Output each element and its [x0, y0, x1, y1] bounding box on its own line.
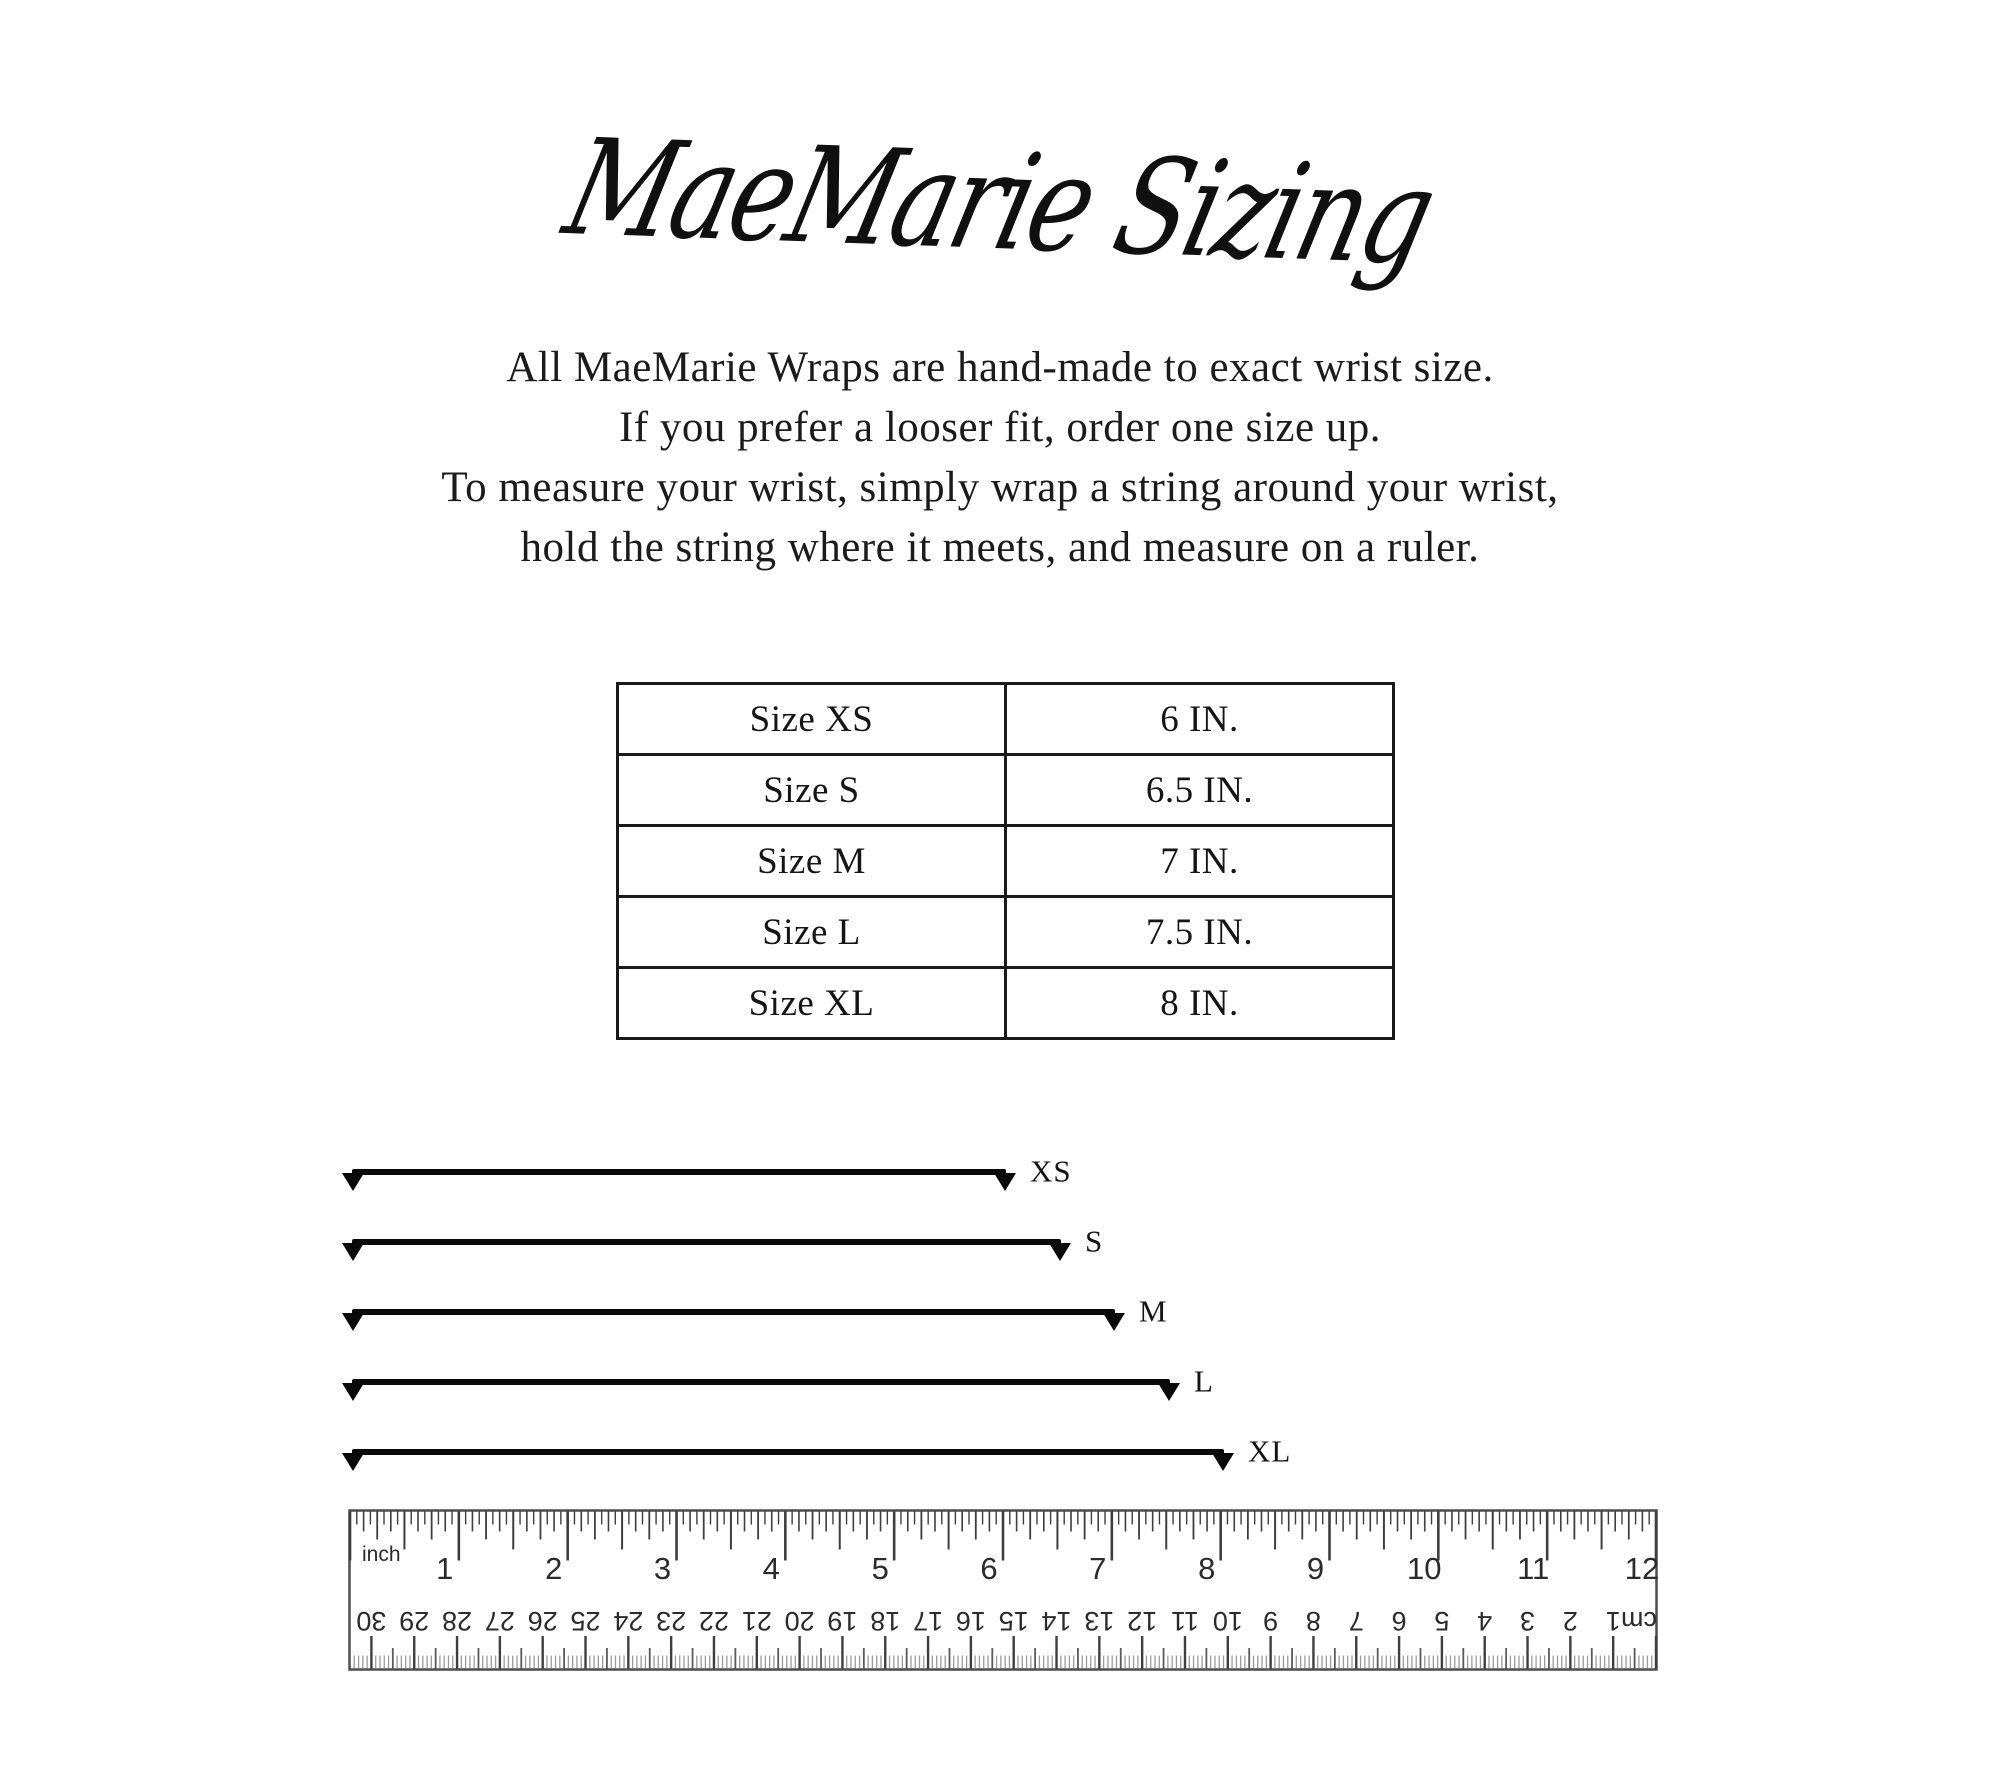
svg-text:16: 16	[955, 1606, 986, 1636]
table-row	[619, 966, 1392, 1037]
table-row	[619, 685, 1392, 753]
ruler-svg	[348, 1509, 1658, 1671]
inch-unit-label: inch	[362, 1543, 401, 1566]
svg-text:12: 12	[1127, 1606, 1158, 1636]
down-arrowhead-left-icon	[342, 1173, 364, 1191]
svg-text:18: 18	[870, 1606, 901, 1636]
size-arrow-m	[352, 1293, 1168, 1329]
svg-text:3: 3	[653, 1551, 672, 1586]
svg-text:3: 3	[1519, 1606, 1536, 1636]
down-arrowhead-right-icon	[1049, 1243, 1071, 1261]
svg-text:1: 1	[436, 1551, 454, 1586]
svg-text:10: 10	[1212, 1606, 1243, 1636]
svg-text:29: 29	[399, 1606, 430, 1636]
svg-text:27: 27	[484, 1606, 515, 1636]
svg-text:6: 6	[1391, 1606, 1407, 1636]
measurement-cell: 8 IN.	[1160, 982, 1239, 1024]
size-table	[616, 682, 1395, 1040]
svg-text:1: 1	[1605, 1606, 1621, 1636]
measurement-cell: 7 IN.	[1160, 840, 1239, 882]
size-cell: Size S	[619, 756, 1007, 824]
down-arrowhead-left-icon	[342, 1383, 364, 1401]
svg-text:24: 24	[613, 1606, 644, 1636]
down-arrowhead-right-icon	[994, 1173, 1016, 1191]
arrow-label: L	[1194, 1363, 1214, 1399]
size-cell: Size M	[619, 827, 1007, 895]
ruler	[348, 1509, 1658, 1671]
intro-line: To measure your wrist, simply wrap a string around your wrist,	[441, 464, 1559, 511]
svg-text:19: 19	[827, 1606, 858, 1636]
svg-text:8: 8	[1198, 1551, 1216, 1586]
svg-text:28: 28	[441, 1606, 473, 1636]
svg-text:10: 10	[1407, 1551, 1442, 1586]
svg-text:9: 9	[1263, 1606, 1279, 1636]
size-arrow-s	[352, 1223, 1104, 1259]
svg-text:14: 14	[1041, 1606, 1072, 1636]
svg-text:25: 25	[570, 1606, 601, 1636]
svg-text:5: 5	[1434, 1606, 1450, 1636]
svg-text:26: 26	[527, 1606, 558, 1636]
svg-text:11: 11	[1170, 1606, 1200, 1636]
down-arrowhead-right-icon	[1103, 1313, 1125, 1331]
measurement-cell: 6 IN.	[1160, 698, 1239, 740]
size-arrow-xs	[352, 1153, 1072, 1189]
size-cell: Size L	[619, 898, 1007, 966]
svg-text:7: 7	[1089, 1551, 1107, 1586]
svg-text:15: 15	[998, 1606, 1029, 1636]
svg-text:8: 8	[1305, 1606, 1321, 1636]
svg-text:12: 12	[1624, 1551, 1658, 1586]
arrow-label: XL	[1248, 1433, 1292, 1469]
table-row	[619, 824, 1392, 895]
size-cell: Size XL	[619, 969, 1007, 1037]
size-arrow-l	[352, 1363, 1214, 1399]
down-arrowhead-right-icon	[1158, 1383, 1180, 1401]
size-cell: Size XS	[619, 685, 1007, 753]
table-row	[619, 753, 1392, 824]
svg-text:2: 2	[1562, 1606, 1578, 1636]
svg-text:4: 4	[1477, 1606, 1493, 1636]
down-arrowhead-left-icon	[342, 1453, 364, 1471]
page-title	[0, 92, 2000, 312]
arrow-label: S	[1085, 1223, 1104, 1259]
svg-text:11: 11	[1517, 1551, 1550, 1586]
svg-text:5: 5	[871, 1551, 889, 1586]
svg-text:7: 7	[1348, 1606, 1364, 1636]
measurement-cell: 6.5 IN.	[1145, 769, 1254, 811]
svg-text:17: 17	[913, 1606, 944, 1636]
down-arrowhead-right-icon	[1212, 1453, 1234, 1471]
svg-text:2: 2	[545, 1551, 563, 1586]
svg-text:9: 9	[1306, 1551, 1325, 1586]
intro-paragraph	[0, 338, 2000, 578]
svg-text:30: 30	[356, 1606, 387, 1636]
intro-line: All MaeMarie Wraps are hand-made to exact wrist size.	[506, 344, 1494, 391]
svg-text:22: 22	[698, 1606, 730, 1636]
svg-text:13: 13	[1084, 1606, 1115, 1636]
table-row	[619, 895, 1392, 966]
svg-text:6: 6	[980, 1551, 998, 1586]
intro-line: hold the string where it meets, and measure on a ruler.	[520, 524, 1480, 571]
arrow-label: XS	[1030, 1153, 1072, 1189]
page-title-text: MaeMarie Sizing	[552, 109, 1448, 295]
size-arrow-xl	[352, 1433, 1292, 1469]
intro-line: If you prefer a looser fit, order one size up.	[618, 404, 1382, 451]
svg-text:23: 23	[656, 1606, 687, 1636]
arrow-label: M	[1139, 1293, 1168, 1329]
svg-text:20: 20	[784, 1606, 815, 1636]
svg-text:21: 21	[741, 1606, 772, 1636]
down-arrowhead-left-icon	[342, 1243, 364, 1261]
cm-unit-label: cm	[1621, 1606, 1657, 1636]
svg-text:4: 4	[762, 1551, 780, 1586]
down-arrowhead-left-icon	[342, 1313, 364, 1331]
measurement-cell: 7.5 IN.	[1145, 911, 1254, 953]
